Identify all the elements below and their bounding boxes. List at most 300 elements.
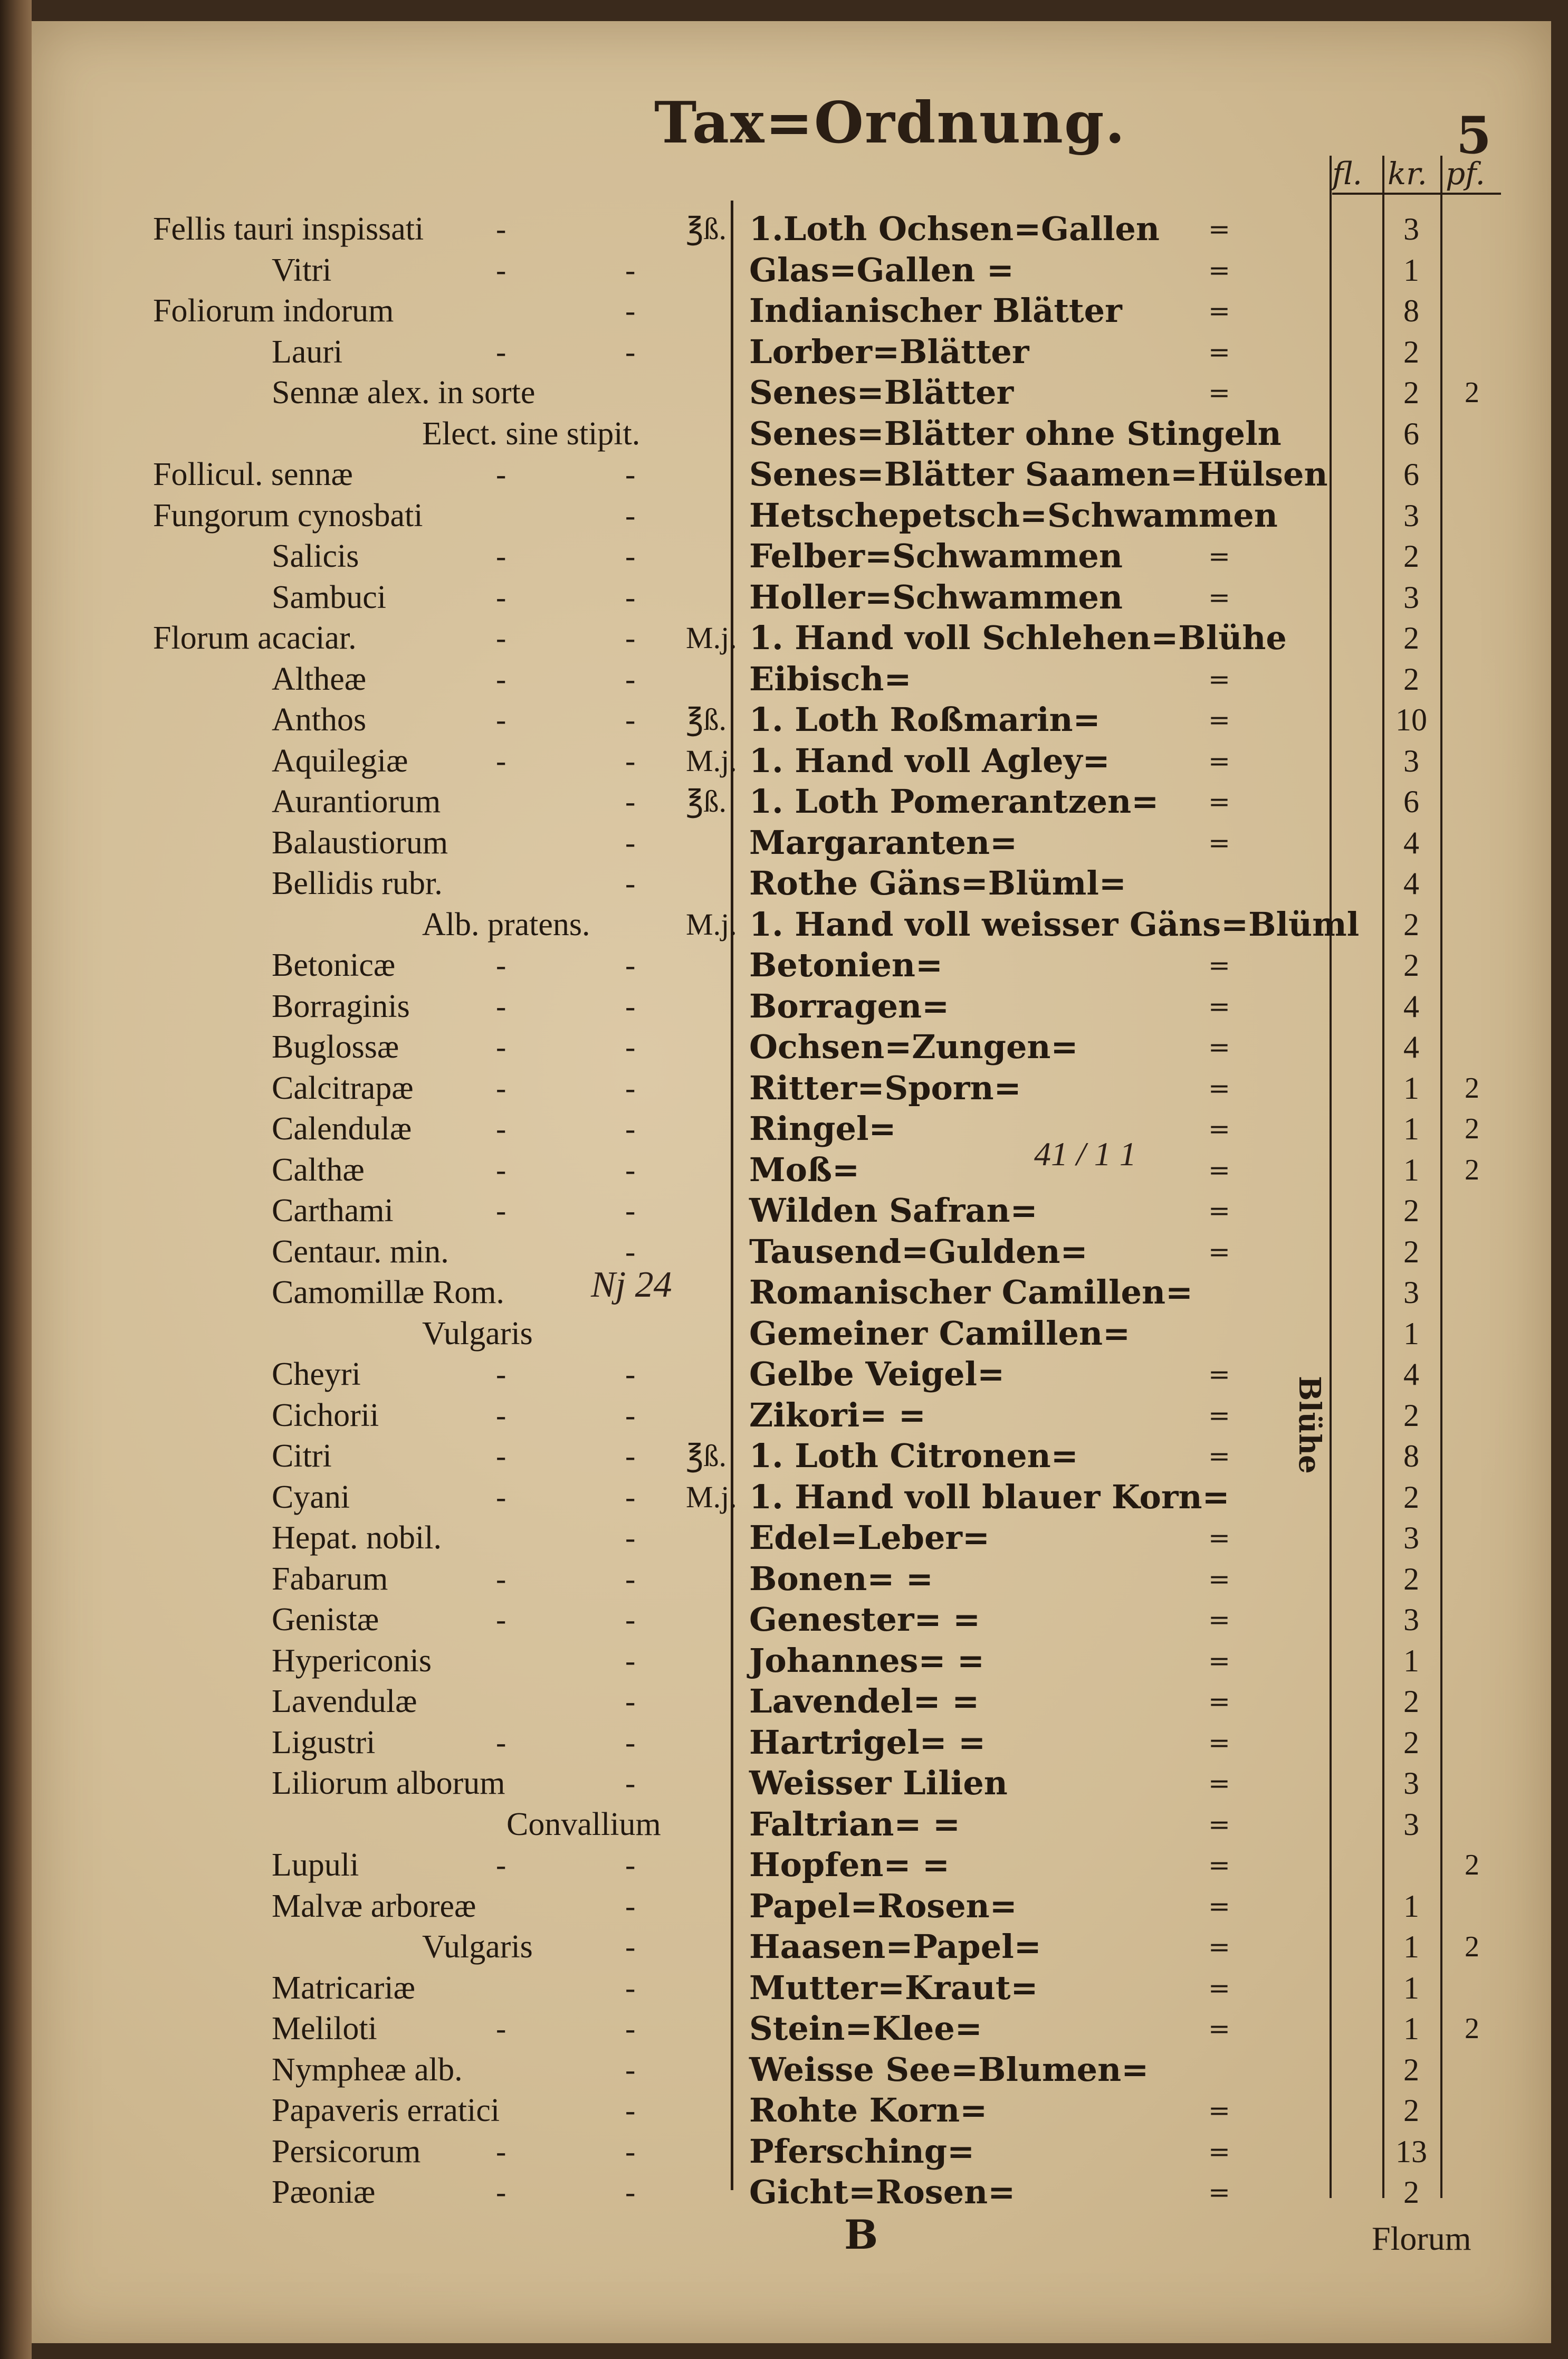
- pfennig-value: 2: [1465, 1849, 1479, 1881]
- table-row: [32, 822, 1551, 863]
- ditto-mark: =: [1208, 1890, 1230, 1922]
- ditto-mark: =: [1208, 1727, 1230, 1758]
- pfennig-value: 2: [1465, 1071, 1479, 1105]
- unit-label: ℥ß.: [686, 784, 727, 819]
- ditto-mark: =: [1208, 827, 1230, 858]
- kreuzer-value: 3: [1403, 1275, 1419, 1310]
- dash-mark: -: [496, 743, 506, 778]
- dash-mark: -: [625, 866, 636, 900]
- latin-name: Salicis: [272, 538, 359, 574]
- table-row: [32, 1681, 1551, 1722]
- german-name: Senes=Blätter: [749, 373, 1014, 412]
- german-name: Edel=Leber=: [749, 1518, 990, 1557]
- german-name: Hopfen= =: [749, 1846, 950, 1884]
- kreuzer-value: 2: [1403, 1725, 1419, 1760]
- german-name: Gemeiner Camillen=: [749, 1314, 1131, 1353]
- dash-mark: -: [496, 1193, 506, 1228]
- german-name: 1. Hand voll Agley=: [749, 741, 1110, 780]
- german-name: 1.Loth Ochsen=Gallen: [749, 210, 1160, 248]
- dash-mark: -: [625, 334, 636, 369]
- kreuzer-value: 2: [1403, 1193, 1419, 1228]
- dash-mark: -: [625, 1970, 636, 2005]
- german-name: Gelbe Veigel=: [749, 1355, 1005, 1393]
- kreuzer-value: 1: [1403, 1111, 1419, 1146]
- kreuzer-value: 1: [1403, 1643, 1419, 1678]
- table-row: [32, 1149, 1551, 1191]
- german-name: Senes=Blätter ohne Stingeln: [749, 414, 1282, 453]
- kreuzer-value: 3: [1403, 212, 1419, 246]
- german-name: Glas=Gallen =: [749, 250, 1014, 289]
- german-name: Betonien=: [749, 946, 943, 984]
- table-row: [32, 781, 1551, 822]
- kreuzer-value: 1: [1403, 2011, 1419, 2046]
- kreuzer-value: 1: [1403, 1070, 1419, 1106]
- table-row: [32, 2049, 1551, 2090]
- german-name: Wilden Safran=: [749, 1191, 1038, 1230]
- ditto-mark: =: [1208, 663, 1230, 695]
- table-row: [32, 495, 1551, 536]
- kreuzer-value: 2: [1403, 539, 1419, 574]
- table-row: [32, 1722, 1551, 1763]
- german-name: Stein=Klee=: [749, 2009, 982, 2048]
- pfennig-value: 2: [1465, 2012, 1479, 2045]
- ditto-mark: =: [1208, 1972, 1230, 2003]
- german-name: Margaranten=: [749, 823, 1018, 862]
- german-name: Gicht=Rosen=: [749, 2173, 1016, 2211]
- ditto-mark: =: [1208, 1604, 1230, 1635]
- latin-name: Persicorum: [272, 2133, 421, 2170]
- latin-name: Carthami: [272, 1193, 394, 1229]
- latin-name: Vulgaris: [422, 1929, 533, 1965]
- dash-mark: -: [625, 1602, 636, 1637]
- table-row: [32, 1190, 1551, 1231]
- pfennig-value: 2: [1465, 1153, 1479, 1186]
- table-row: [32, 208, 1551, 250]
- dash-mark: -: [496, 334, 506, 369]
- book-spine: [0, 0, 32, 2359]
- table-row: [32, 1068, 1551, 1109]
- ditto-mark: =: [1208, 705, 1230, 735]
- german-name: Genester= =: [749, 1600, 981, 1639]
- dash-mark: -: [625, 1152, 636, 1187]
- kreuzer-value: 2: [1403, 621, 1419, 655]
- dash-mark: -: [496, 579, 506, 614]
- kreuzer-value: 3: [1403, 579, 1419, 615]
- dash-mark: -: [496, 1561, 506, 1596]
- table-row: [32, 1108, 1551, 1149]
- latin-name: Lupuli: [272, 1847, 359, 1883]
- latin-name: Convallium: [506, 1806, 661, 1842]
- table-row: [32, 331, 1551, 373]
- table-row: [32, 454, 1551, 495]
- dash-mark: -: [496, 457, 506, 491]
- table-row: [32, 577, 1551, 618]
- kreuzer-value: 4: [1403, 1030, 1419, 1064]
- dash-mark: -: [625, 293, 636, 328]
- german-name: Faltrian= =: [749, 1804, 960, 1843]
- unit-label: M.j.: [686, 907, 737, 941]
- dash-mark: -: [625, 1030, 636, 1064]
- dash-mark: -: [625, 948, 636, 982]
- table-row: [32, 2008, 1551, 2049]
- latin-name: Follicul. sennæ: [153, 456, 353, 492]
- table-row: [32, 1844, 1551, 1886]
- dash-mark: -: [496, 1397, 506, 1432]
- latin-name: Calcitrapæ: [272, 1070, 414, 1106]
- ditto-mark: =: [1208, 1523, 1230, 1553]
- latin-name: Calendulæ: [272, 1111, 412, 1147]
- german-name: Hetschepetsch=Schwammen: [749, 496, 1278, 535]
- german-name: Papel=Rosen=: [749, 1886, 1017, 1925]
- column-header-fl: fl.: [1332, 156, 1363, 192]
- pfennig-value: 2: [1465, 376, 1479, 409]
- german-name: Lorber=Blätter: [749, 332, 1029, 371]
- german-name: Moß=: [749, 1150, 860, 1189]
- latin-name: Pæoniæ: [272, 2174, 376, 2210]
- latin-name: Fellis tauri inspissati: [153, 211, 424, 247]
- kreuzer-value: 1: [1403, 1929, 1419, 1964]
- kreuzer-value: 2: [1403, 1561, 1419, 1596]
- german-name: Romanischer Camillen=: [749, 1273, 1193, 1311]
- ditto-mark: =: [1208, 1359, 1230, 1390]
- ditto-mark: =: [1208, 1645, 1230, 1676]
- document-page: [32, 21, 1551, 2343]
- table-row: [32, 699, 1551, 740]
- dash-mark: -: [625, 1234, 636, 1269]
- handwritten-note-right: 41 / 1 1: [1034, 1135, 1136, 1173]
- dash-mark: -: [496, 702, 506, 737]
- latin-name: Lavendulæ: [272, 1683, 417, 1719]
- ditto-mark: =: [1208, 2013, 1230, 2044]
- dash-mark: -: [625, 2011, 636, 2046]
- dash-mark: -: [625, 1888, 636, 1923]
- latin-name: Genistæ: [272, 1602, 379, 1638]
- dash-mark: -: [625, 1643, 636, 1678]
- latin-name: Meliloti: [272, 2011, 377, 2047]
- ditto-mark: =: [1208, 1154, 1230, 1185]
- table-row: [32, 1926, 1551, 1967]
- dash-mark: -: [625, 1725, 636, 1759]
- latin-name: Aurantiorum: [272, 784, 441, 820]
- kreuzer-value: 2: [1403, 375, 1419, 410]
- kreuzer-value: 2: [1403, 2052, 1419, 2087]
- unit-label: M.j.: [686, 621, 737, 655]
- unit-label: M.j.: [686, 1479, 737, 1514]
- vertical-label-bluehe: Blühe: [1292, 1376, 1327, 1474]
- latin-name: Elect. sine stipit.: [422, 415, 640, 452]
- german-name: Weisser Lilien: [749, 1764, 1008, 1802]
- german-name: Haasen=Papel=: [749, 1927, 1041, 1966]
- latin-name: Centaur. min.: [272, 1233, 449, 1270]
- ditto-mark: =: [1208, 1032, 1230, 1062]
- kreuzer-value: 1: [1403, 1152, 1419, 1187]
- german-name: Bonen= =: [749, 1559, 933, 1598]
- dash-mark: -: [625, 1929, 636, 1964]
- table-row: [32, 1558, 1551, 1600]
- dash-mark: -: [625, 988, 636, 1023]
- latin-name: Bellidis rubr.: [272, 865, 443, 901]
- dash-mark: -: [496, 2134, 506, 2168]
- dash-mark: -: [625, 1766, 636, 1800]
- latin-name: Hypericonis: [272, 1642, 432, 1679]
- table-row: [32, 617, 1551, 659]
- dash-mark: -: [496, 252, 506, 287]
- kreuzer-value: 4: [1403, 1357, 1419, 1392]
- table-row: [32, 413, 1551, 454]
- dash-mark: -: [625, 1561, 636, 1596]
- kreuzer-value: 3: [1403, 1602, 1419, 1637]
- ditto-mark: =: [1208, 1768, 1230, 1799]
- kreuzer-value: 2: [1403, 948, 1419, 983]
- latin-name: Camomillæ Rom.: [272, 1274, 504, 1310]
- table-row: [32, 2172, 1551, 2213]
- dash-mark: -: [496, 1030, 506, 1064]
- german-name: Eibisch=: [749, 659, 912, 698]
- kreuzer-value: 4: [1403, 825, 1419, 860]
- handwritten-note-left: Nj 24: [591, 1264, 672, 1305]
- dash-mark: -: [625, 1684, 636, 1718]
- unit-label: ℥ß.: [686, 1439, 727, 1473]
- kreuzer-value: 4: [1403, 866, 1419, 901]
- german-name: Ochsen=Zungen=: [749, 1028, 1078, 1066]
- dash-mark: -: [625, 2052, 636, 2087]
- latin-name: Alb. pratens.: [422, 906, 590, 943]
- german-name: 1. Loth Citronen=: [749, 1437, 1078, 1475]
- kreuzer-value: 3: [1403, 1520, 1419, 1555]
- latin-name: Sennæ alex. in sorte: [272, 375, 536, 411]
- latin-name: Papaveris erratici: [272, 2092, 500, 2128]
- table-row: [32, 863, 1551, 904]
- dash-mark: -: [625, 498, 636, 532]
- unit-label: ℥ß.: [686, 702, 727, 737]
- german-name: Indianischer Blätter: [749, 291, 1122, 330]
- kreuzer-value: 2: [1403, 1479, 1419, 1515]
- dash-mark: -: [625, 1111, 636, 1146]
- table-row: [32, 1886, 1551, 1927]
- ditto-mark: =: [1208, 1809, 1230, 1840]
- kreuzer-value: 1: [1403, 1970, 1419, 2005]
- latin-name: Fabarum: [272, 1561, 388, 1597]
- dash-mark: -: [625, 2093, 636, 2127]
- german-name: Johannes= =: [749, 1641, 984, 1680]
- german-name: Lavendel= =: [749, 1682, 980, 1720]
- latin-name: Vitri: [272, 252, 332, 288]
- table-row: [32, 1272, 1551, 1313]
- dash-mark: -: [625, 1193, 636, 1228]
- dash-mark: -: [625, 1439, 636, 1473]
- kreuzer-value: 3: [1403, 1806, 1419, 1842]
- column-header-pf: pf.: [1446, 156, 1485, 192]
- table-row: [32, 1517, 1551, 1558]
- german-name: Ringel=: [749, 1109, 896, 1148]
- german-name: Ritter=Sporn=: [749, 1068, 1021, 1107]
- dash-mark: -: [625, 252, 636, 287]
- kreuzer-value: 8: [1403, 293, 1419, 328]
- kreuzer-value: 1: [1403, 1316, 1419, 1351]
- dash-mark: -: [496, 1479, 506, 1514]
- dash-mark: -: [496, 2011, 506, 2046]
- german-name: 1. Loth Roßmarin=: [749, 700, 1101, 739]
- table-row: [32, 904, 1551, 945]
- dash-mark: -: [625, 1070, 636, 1105]
- latin-name: Florum acaciar.: [153, 620, 357, 656]
- latin-name: Vulgaris: [422, 1315, 533, 1352]
- dash-mark: -: [496, 661, 506, 696]
- dash-mark: -: [496, 1111, 506, 1146]
- dash-mark: -: [496, 539, 506, 573]
- dash-mark: -: [496, 621, 506, 655]
- table-row: [32, 659, 1551, 700]
- latin-name: Nympheæ alb.: [272, 2051, 463, 2088]
- latin-name: Buglossæ: [272, 1029, 399, 1065]
- dash-mark: -: [625, 784, 636, 819]
- dash-mark: -: [625, 579, 636, 614]
- dash-mark: -: [625, 457, 636, 491]
- ditto-mark: =: [1208, 1686, 1230, 1717]
- latin-name: Sambuci: [272, 579, 386, 615]
- german-name: Mutter=Kraut=: [749, 1968, 1038, 2007]
- ditto-mark: =: [1208, 745, 1230, 776]
- table-row: [32, 1763, 1551, 1804]
- ditto-mark: =: [1208, 786, 1230, 817]
- dash-mark: -: [625, 1357, 636, 1391]
- kreuzer-value: 3: [1403, 1766, 1419, 1801]
- table-row: [32, 1599, 1551, 1640]
- latin-name: Cichorii: [272, 1397, 379, 1433]
- german-name: Weisse See=Blumen=: [749, 2050, 1149, 2089]
- ditto-mark: =: [1208, 2177, 1230, 2208]
- table-row: [32, 536, 1551, 577]
- table-row: [32, 740, 1551, 782]
- dash-mark: -: [496, 1070, 506, 1105]
- ditto-mark: =: [1208, 254, 1230, 286]
- ditto-mark: =: [1208, 1114, 1230, 1144]
- unit-label: ℥ß.: [686, 212, 727, 246]
- kreuzer-value: 6: [1403, 457, 1419, 492]
- german-name: Rothe Gäns=Blüml=: [749, 864, 1126, 902]
- kreuzer-value: 3: [1403, 743, 1419, 778]
- dash-mark: -: [496, 212, 506, 246]
- ditto-mark: =: [1208, 1932, 1230, 1962]
- dash-mark: -: [496, 1357, 506, 1391]
- german-name: Felber=Schwammen: [749, 537, 1123, 575]
- table-row: [32, 1313, 1551, 1354]
- kreuzer-value: 2: [1403, 661, 1419, 697]
- kreuzer-value: 2: [1403, 1397, 1419, 1433]
- german-name: Zikori= =: [749, 1395, 926, 1434]
- kreuzer-value: 2: [1403, 1234, 1419, 1269]
- latin-name: Lauri: [272, 334, 343, 370]
- kreuzer-value: 6: [1403, 416, 1419, 451]
- dash-mark: -: [625, 621, 636, 655]
- kreuzer-value: 4: [1403, 988, 1419, 1024]
- page-title: Tax=Ordnung.: [654, 90, 1126, 156]
- ditto-mark: =: [1208, 541, 1230, 572]
- latin-name: Anthos: [272, 702, 367, 738]
- ditto-mark: =: [1208, 336, 1230, 367]
- dash-mark: -: [496, 1152, 506, 1187]
- german-name: 1. Hand voll weisser Gäns=Blüml: [749, 905, 1360, 944]
- ditto-mark: =: [1208, 2136, 1230, 2167]
- dash-mark: -: [625, 1397, 636, 1432]
- table-row: [32, 945, 1551, 986]
- ditto-mark: =: [1208, 296, 1230, 326]
- dash-mark: -: [625, 1520, 636, 1555]
- german-name: Pfersching=: [749, 2132, 975, 2171]
- kreuzer-value: 2: [1403, 907, 1419, 942]
- table-row: [32, 372, 1551, 413]
- table-row: [32, 1026, 1551, 1068]
- column-header-kr: kr.: [1388, 156, 1427, 192]
- ditto-mark: =: [1208, 582, 1230, 613]
- latin-name: Cheyri: [272, 1356, 361, 1392]
- german-name: Rohte Korn=: [749, 2091, 988, 2129]
- latin-name: Balaustiorum: [272, 824, 448, 861]
- dash-mark: -: [625, 825, 636, 860]
- kreuzer-value: 8: [1403, 1439, 1419, 1473]
- dash-mark: -: [625, 661, 636, 696]
- table-row: [32, 1477, 1551, 1518]
- dash-mark: -: [496, 948, 506, 982]
- ditto-mark: =: [1208, 1400, 1230, 1431]
- latin-name: Cyani: [272, 1479, 350, 1515]
- dash-mark: -: [625, 2175, 636, 2209]
- dash-mark: -: [496, 988, 506, 1023]
- german-name: Holler=Schwammen: [749, 577, 1123, 616]
- dash-mark: -: [625, 2134, 636, 2168]
- dash-mark: -: [496, 1848, 506, 1882]
- table-row: [32, 2131, 1551, 2172]
- latin-name: Malvæ arboreæ: [272, 1888, 476, 1924]
- table-row: [32, 986, 1551, 1027]
- dash-mark: -: [625, 1479, 636, 1514]
- unit-label: M.j.: [686, 743, 737, 778]
- latin-name: Calthæ: [272, 1152, 365, 1188]
- latin-name: Aquilegiæ: [272, 743, 408, 779]
- dash-mark: -: [625, 743, 636, 778]
- latin-name: Betonicæ: [272, 947, 396, 983]
- ditto-mark: =: [1208, 2095, 1230, 2126]
- dash-mark: -: [496, 1439, 506, 1473]
- kreuzer-value: 2: [1403, 334, 1419, 369]
- german-name: Borragen=: [749, 986, 950, 1025]
- ditto-mark: =: [1208, 950, 1230, 981]
- pfennig-value: 2: [1465, 1112, 1479, 1145]
- latin-name: Matricariæ: [272, 1970, 416, 2006]
- pfennig-value: 2: [1465, 1930, 1479, 1963]
- ditto-mark: =: [1208, 377, 1230, 408]
- kreuzer-value: 13: [1395, 2134, 1427, 2169]
- ditto-mark: =: [1208, 214, 1230, 244]
- kreuzer-value: 2: [1403, 1684, 1419, 1719]
- latin-name: Ligustri: [272, 1724, 376, 1761]
- ditto-mark: =: [1208, 1850, 1230, 1880]
- latin-name: Foliorum indorum: [153, 293, 394, 329]
- latin-name: Citri: [272, 1438, 332, 1474]
- table-row: [32, 1640, 1551, 1681]
- dash-mark: -: [625, 539, 636, 573]
- ditto-mark: =: [1208, 1441, 1230, 1471]
- kreuzer-value: 2: [1403, 2175, 1419, 2210]
- ditto-mark: =: [1208, 1563, 1230, 1594]
- german-name: 1. Loth Pomerantzen=: [749, 782, 1159, 821]
- dash-mark: -: [625, 702, 636, 737]
- table-row: [32, 1804, 1551, 1845]
- latin-name: Liliorum alborum: [272, 1765, 505, 1801]
- latin-name: Hepat. nobil.: [272, 1520, 442, 1556]
- german-name: Hartrigel= =: [749, 1723, 986, 1762]
- kreuzer-value: 3: [1403, 498, 1419, 533]
